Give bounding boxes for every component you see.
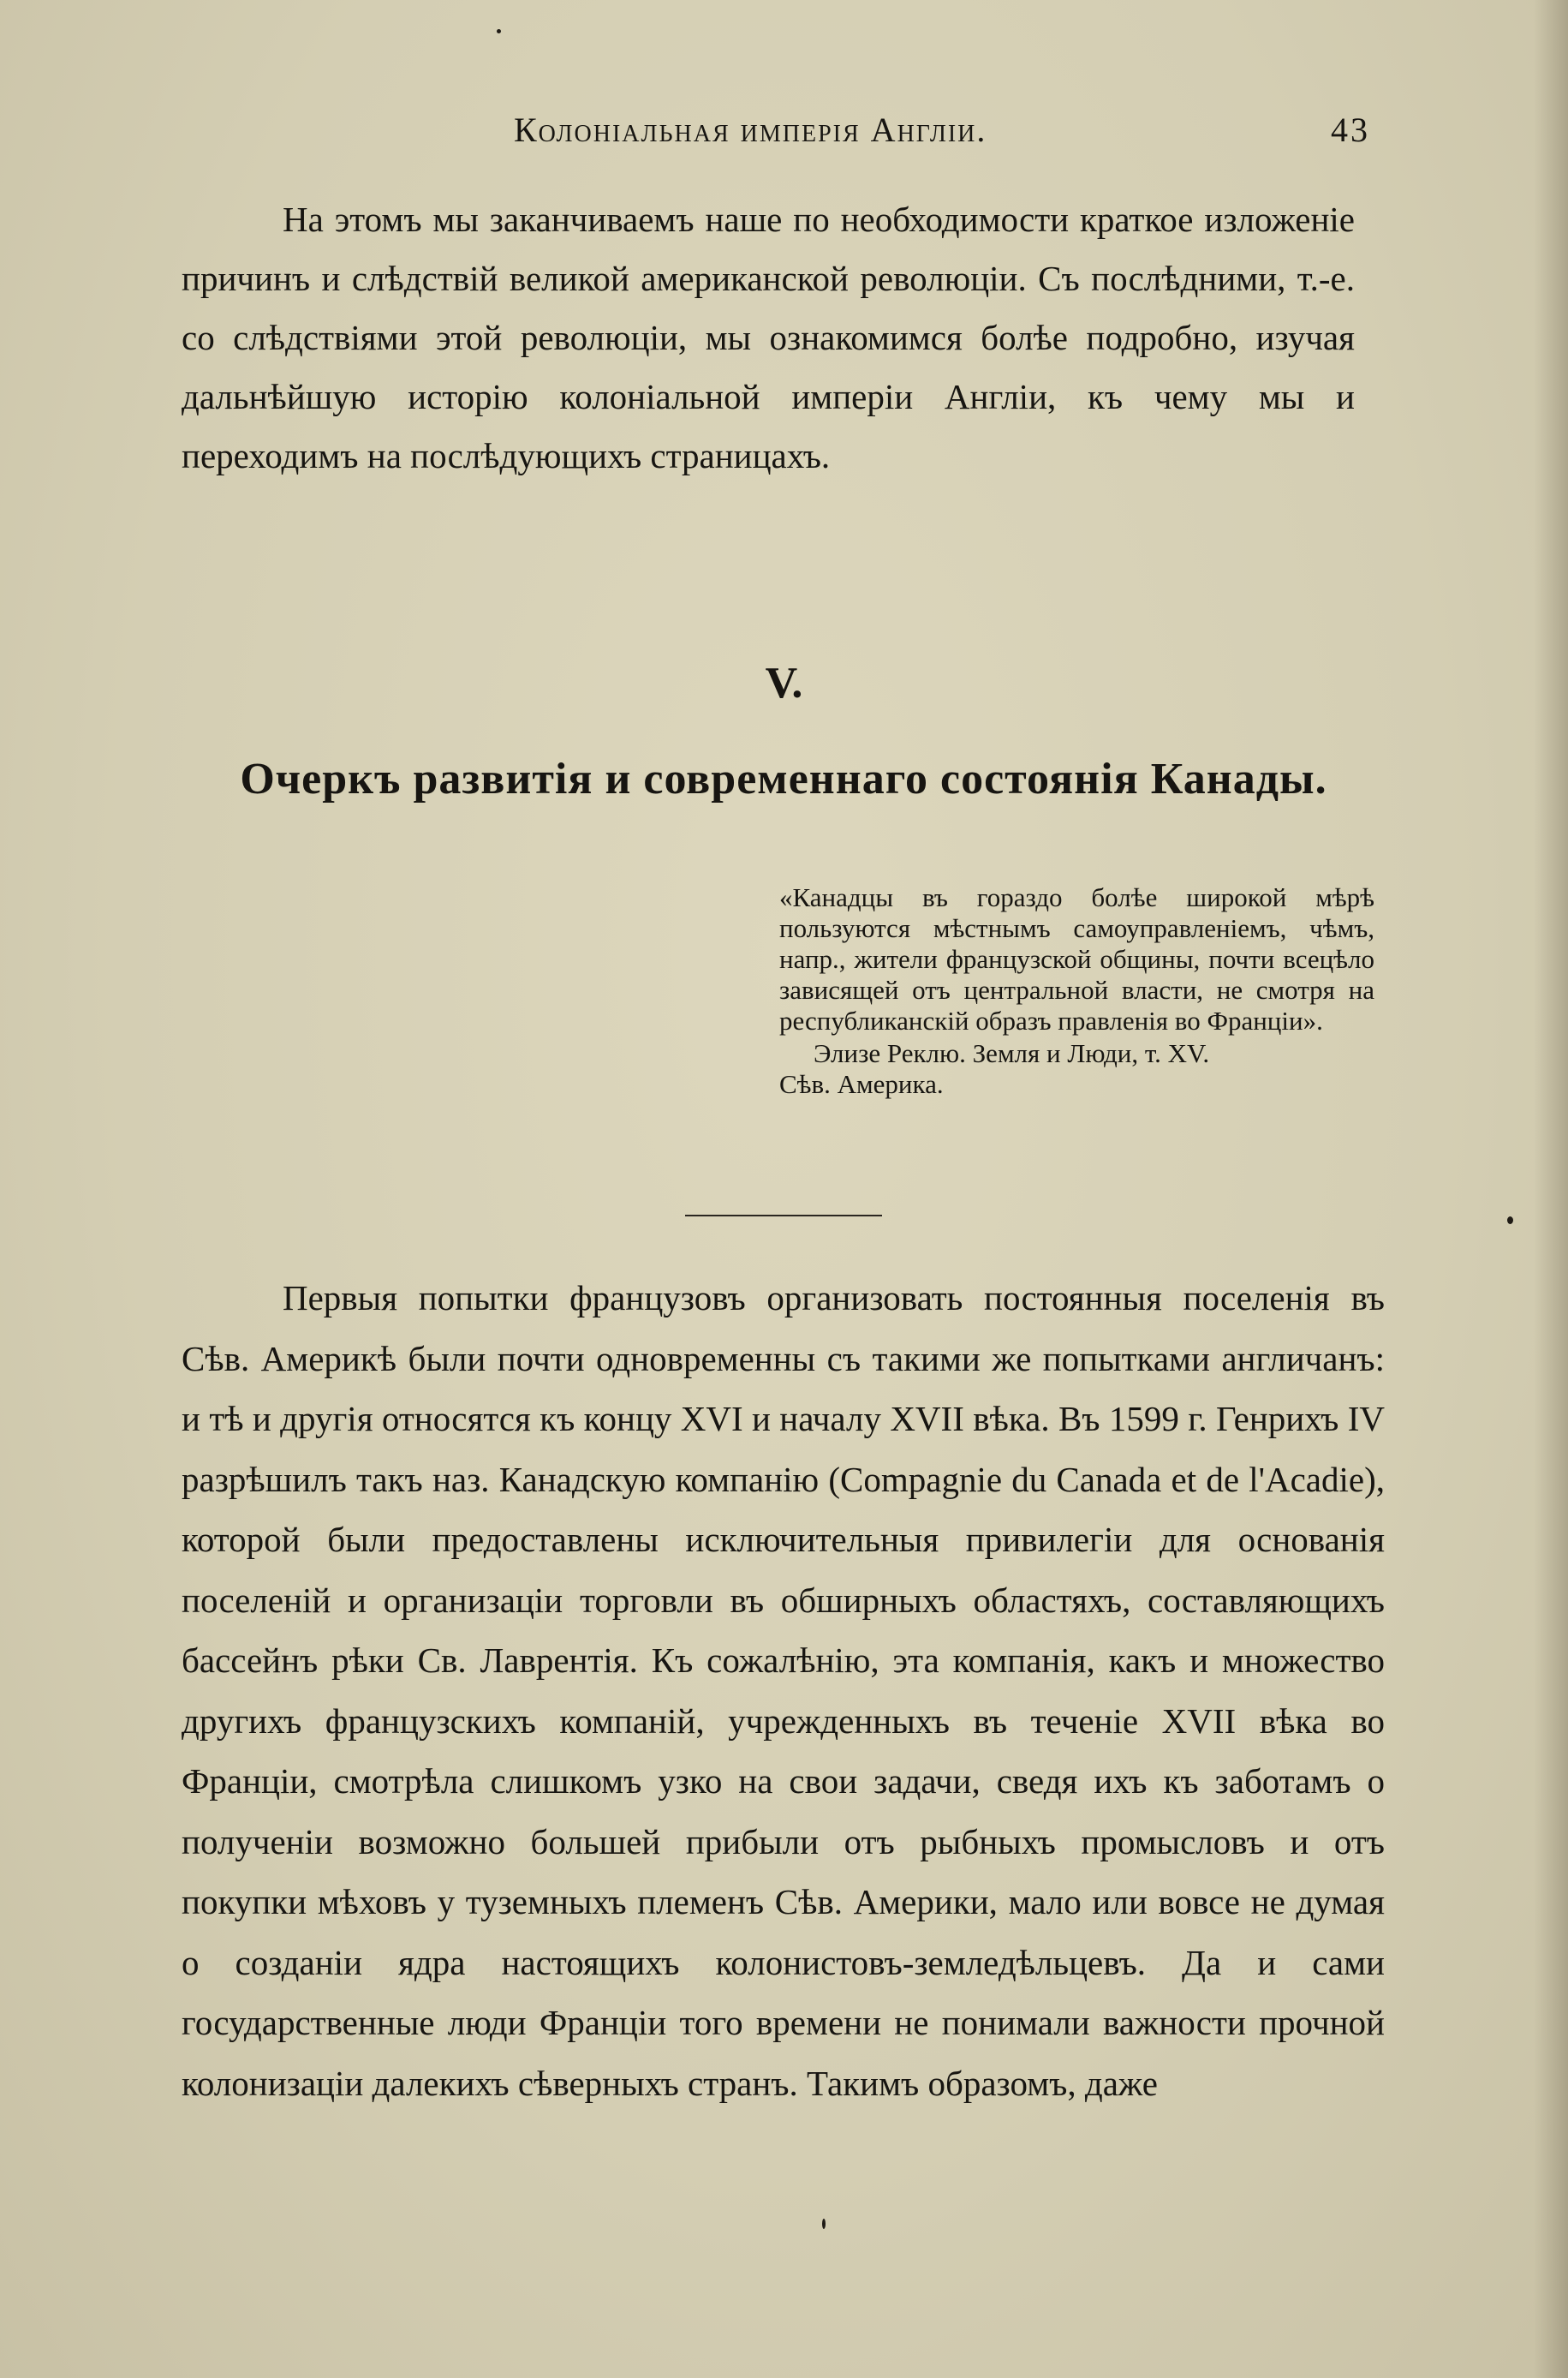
page-edge-shadow [1534, 0, 1568, 2378]
epigraph [779, 882, 1374, 1100]
ink-speck [497, 29, 501, 33]
section-number: V. [765, 659, 803, 708]
main-paragraph: Первыя попытки французовъ организовать постоянныя поселенія въ Сѣв. Америкѣ были почти одновременны съ такими же попытками англичанъ: и тѣ и другія относятся къ концу XVI и началу XVII вѣка. Въ 1599 г. Генрихъ IV разрѣшилъ такъ наз. Канадскую компанію (Compagnie du Canada et de l'Acadie), которой были предоставлены исключительныя привилегіи для основанія поселеній и организаціи торговли въ обширныхъ областяхъ, составляющихъ бассейнъ рѣки Св. Лаврентія. Къ сожалѣнію, эта компанія, какъ и множество другихъ французскихъ компаній, учрежденныхъ въ теченіе XVII вѣка во Франціи, смотрѣла слишкомъ узко на свои задачи, сведя ихъ къ заботамъ о полученіи возможно большей прибыли отъ рыбныхъ промысловъ и отъ покупки мѣховъ у туземныхъ племенъ Сѣв. Америки, мало или вовсе не думая о созданіи ядра настоящихъ колонистовъ-земледѣльцевъ. Да и сами государственные люди Франціи того времени не понимали важности прочной колонизаціи далекихъ сѣверныхъ странъ. Такимъ образомъ, даже [182, 1278, 1385, 2103]
epigraph-quote: «Канадцы въ гораздо болѣе широкой мѣрѣ пользуются мѣстнымъ самоуправленіемъ, чѣмъ, напр., жители французской общины, почти всецѣло зависящей отъ центральной власти, не смотря на республиканскій образъ правленія во Франціи». [779, 882, 1374, 1036]
section-divider [685, 1215, 882, 1216]
epigraph-source [779, 1038, 1374, 1100]
epigraph-source-volume: Сѣв. Америка. [779, 1069, 944, 1099]
chapter-title: Очеркъ развитія и современнаго состоянія Канады. [240, 755, 1327, 804]
intro-paragraph: На этомъ мы заканчиваемъ наше по необходимости краткое изложеніе причинъ и слѣдствій великой американской революціи. Съ послѣдними, т.-е. со слѣдствіями этой революціи, мы ознакомимся болѣе подробно, изучая дальнѣйшую исторію колоніальной имперіи Англіи, къ чему мы и переходимъ на послѣдующихъ страницахъ. [182, 200, 1355, 475]
running-title: Колоніальная имперія Англіи. [514, 111, 987, 149]
page-header [180, 110, 1370, 161]
epigraph-source-author: Элизе Реклю. Земля и Люди, т. XV. [814, 1038, 1210, 1068]
ink-speck [1507, 1216, 1513, 1224]
ink-speck [822, 2219, 826, 2229]
page-number: 43 [1331, 111, 1370, 149]
